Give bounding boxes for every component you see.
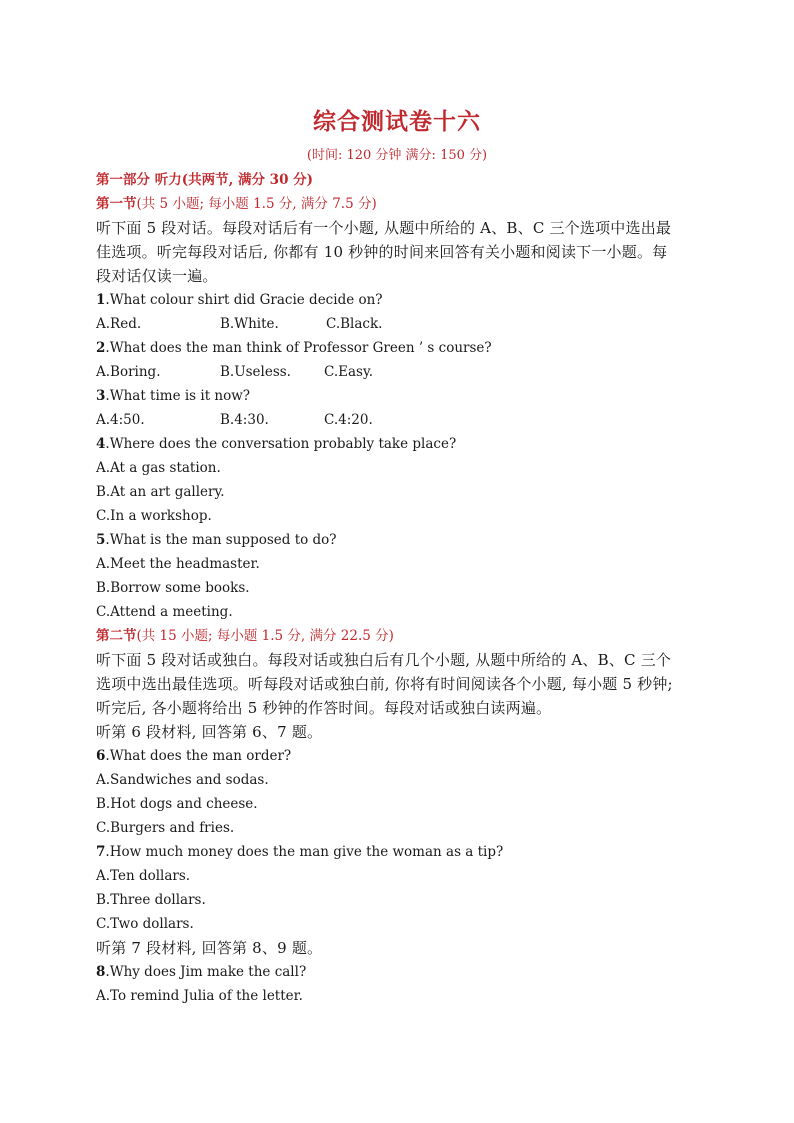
option-c[interactable]: C.4:20. xyxy=(324,412,373,428)
section1-instruction-line: 佳选项。听完每段对话后, 你都有 10 秒钟的时间来回答有关小题和阅读下一小题。每 xyxy=(96,243,668,261)
option-a[interactable]: A.Meet the headmaster. xyxy=(96,556,260,572)
question-1 xyxy=(96,288,696,312)
option-b[interactable]: B.Hot dogs and cheese. xyxy=(96,796,258,812)
question-number: 1 xyxy=(96,292,106,308)
option-a[interactable]: A.At a gas station. xyxy=(96,460,221,476)
option-a[interactable]: A.To remind Julia of the letter. xyxy=(96,988,303,1004)
option-a[interactable]: A.Red. xyxy=(96,316,142,332)
section2-heading-detail: (共 15 小题; 每小题 1.5 分, 满分 22.5 分) xyxy=(136,628,394,644)
question-2-options xyxy=(96,360,696,384)
question-3-options xyxy=(96,408,696,432)
question-1-options xyxy=(96,312,696,336)
question-number: 6 xyxy=(96,748,106,764)
question-text: .What time is it now? xyxy=(105,388,251,404)
question-5 xyxy=(96,528,696,552)
question-4 xyxy=(96,432,696,456)
page-title: 综合测试卷十六 xyxy=(313,108,481,135)
exam-time-score: (时间: 120 分钟 满分: 150 分) xyxy=(306,148,488,163)
section1-instruction-line: 听下面 5 段对话。每段对话后有一个小题, 从题中所给的 A、B、C 三个选项中选出最 xyxy=(96,219,672,237)
question-2 xyxy=(96,336,696,360)
option-c[interactable]: C.Black. xyxy=(326,316,383,332)
material-6-instruction: 听第 6 段材料, 回答第 6、7 题。 xyxy=(96,723,323,741)
option-a[interactable]: A.4:50. xyxy=(96,412,145,428)
option-c[interactable]: C.In a workshop. xyxy=(96,508,212,524)
option-c[interactable]: C.Attend a meeting. xyxy=(96,604,233,620)
part1-heading: 第一部分 听力(共两节, 满分 30 分) xyxy=(96,172,314,188)
question-6 xyxy=(96,744,696,768)
question-text: .Why does Jim make the call? xyxy=(105,964,307,980)
section1-heading xyxy=(96,192,696,216)
question-number: 2 xyxy=(96,340,106,356)
exam-content xyxy=(96,168,696,1008)
option-b[interactable]: B.Three dollars. xyxy=(96,892,206,908)
question-text: .How much money does the man give the woman as a tip? xyxy=(105,844,504,860)
question-3 xyxy=(96,384,696,408)
question-text: .Where does the conversation probably take place? xyxy=(105,436,457,452)
section2-instruction-line: 选项中选出最佳选项。听每段对话或独白前, 你将有时间阅读各个小题, 每小题 5 秒钟; xyxy=(96,675,673,693)
option-b[interactable]: B.Useless. xyxy=(220,364,291,380)
question-7 xyxy=(96,840,696,864)
question-number: 8 xyxy=(96,964,106,980)
question-text: .What does the man order? xyxy=(105,748,292,764)
question-text: .What does the man think of Professor Green ’ s course? xyxy=(105,340,492,356)
option-b[interactable]: B.4:30. xyxy=(220,412,269,428)
option-c[interactable]: C.Easy. xyxy=(324,364,374,380)
material-7-instruction: 听第 7 段材料, 回答第 8、9 题。 xyxy=(96,939,323,957)
question-number: 5 xyxy=(96,532,106,548)
question-number: 4 xyxy=(96,436,106,452)
option-c[interactable]: C.Two dollars. xyxy=(96,916,194,932)
section2-heading-label: 第二节 xyxy=(96,628,137,644)
question-text: .What is the man supposed to do? xyxy=(105,532,337,548)
option-a[interactable]: A.Sandwiches and sodas. xyxy=(96,772,269,788)
section1-heading-detail: (共 5 小题; 每小题 1.5 分, 满分 7.5 分) xyxy=(136,196,377,212)
question-number: 3 xyxy=(96,388,106,404)
question-text: .What colour shirt did Gracie decide on? xyxy=(105,292,383,308)
section2-instruction-line: 听下面 5 段对话或独白。每段对话或独白后有几个小题, 从题中所给的 A、B、C 三个 xyxy=(96,651,672,669)
section2-instruction-line: 听完后, 各小题将给出 5 秒钟的作答时间。每段对话或独白读两遍。 xyxy=(96,699,552,717)
question-number: 7 xyxy=(96,844,106,860)
option-a[interactable]: A.Boring. xyxy=(96,364,161,380)
section1-heading-label: 第一节 xyxy=(96,196,137,212)
option-b[interactable]: B.At an art gallery. xyxy=(96,484,225,500)
option-b[interactable]: B.Borrow some books. xyxy=(96,580,250,596)
question-8 xyxy=(96,960,696,984)
option-b[interactable]: B.White. xyxy=(220,316,279,332)
option-a[interactable]: A.Ten dollars. xyxy=(96,868,191,884)
option-c[interactable]: C.Burgers and fries. xyxy=(96,820,235,836)
section2-heading xyxy=(96,624,696,648)
section1-instruction-line: 段对话仅读一遍。 xyxy=(96,267,218,285)
